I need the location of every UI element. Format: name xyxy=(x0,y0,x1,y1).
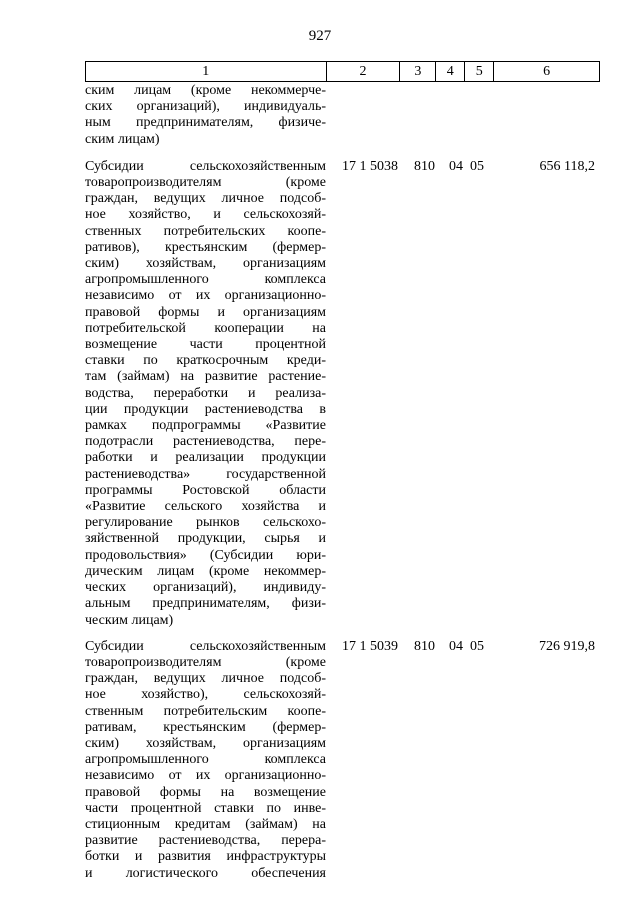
desc-line: ративов), крестьянским (фермер- xyxy=(85,239,326,255)
table-row-continuation xyxy=(85,83,600,148)
desc-line: граждан, ведущих личное подсоб- xyxy=(85,671,326,687)
desc-line: альным предпринимателям, физи- xyxy=(85,596,326,612)
desc-line: независимо от их организационно- xyxy=(85,768,326,784)
row-description xyxy=(85,159,326,629)
row-group: 810 xyxy=(414,638,435,654)
desc-line: «Развитие сельского хозяйства и xyxy=(85,499,326,515)
desc-line: правовой формы и организациям xyxy=(85,304,326,320)
row-subsection: 05 xyxy=(470,158,484,174)
desc-line: возмещение части процентной xyxy=(85,337,326,353)
desc-line: растениеводства» государственной xyxy=(85,466,326,482)
row-description xyxy=(85,639,326,882)
desc-line: рамках подпрограммы «Развитие xyxy=(85,418,326,434)
desc-line: правовой формы на возмещение xyxy=(85,784,326,800)
desc-line: там (займам) на развитие растение- xyxy=(85,369,326,385)
desc-line: стиционным кредитам (займам) на xyxy=(85,816,326,832)
row-group: 810 xyxy=(414,158,435,174)
row-amount: 656 118,2 xyxy=(539,158,595,174)
desc-line: ботки и развития инфраструктуры xyxy=(85,849,326,865)
desc-line: Субсидии сельскохозяйственным xyxy=(85,638,326,654)
desc-line: зяйственной продукции, сырья и xyxy=(85,531,326,547)
header-col-3: 3 xyxy=(400,62,436,81)
desc-line: ским) хозяйствам, организациям xyxy=(85,256,326,272)
desc-line: независимо от их организационно- xyxy=(85,288,326,304)
desc-line: ских организаций), индивидуаль- xyxy=(85,99,326,115)
page-number: 927 xyxy=(308,28,332,44)
desc-line: ственным потребительским коопе- xyxy=(85,703,326,719)
header-col-5: 5 xyxy=(465,62,494,81)
row-code: 17 1 5039 xyxy=(342,638,398,654)
row-section: 04 xyxy=(449,158,463,174)
row-section: 04 xyxy=(449,638,463,654)
desc-line: дическим лицам (кроме некоммер- xyxy=(85,563,326,579)
row-subsection: 05 xyxy=(470,638,484,654)
desc-line: ным предпринимателям, физиче- xyxy=(85,115,326,131)
desc-line: и логистического обеспечения xyxy=(85,865,326,881)
desc-line: ративам, крестьянским (фермер- xyxy=(85,719,326,735)
header-col-1: 1 xyxy=(86,62,327,81)
desc-line: развитие растениеводства, перера- xyxy=(85,833,326,849)
budget-table xyxy=(85,61,600,882)
desc-line: ции продукции растениеводства в xyxy=(85,401,326,417)
desc-line: ческих организаций), индивиду- xyxy=(85,580,326,596)
desc-line: ственных потребительских коопе- xyxy=(85,223,326,239)
header-col-2: 2 xyxy=(327,62,401,81)
desc-line: ческим лицам) xyxy=(85,612,174,628)
desc-line: части процентной ставки по инве- xyxy=(85,800,326,816)
row-description xyxy=(85,83,326,148)
table-row xyxy=(85,159,600,629)
desc-line: водства, переработки и реализа- xyxy=(85,385,326,401)
table-header-row xyxy=(85,61,600,82)
desc-line: работки и реализации продукции xyxy=(85,450,326,466)
header-col-4: 4 xyxy=(436,62,465,81)
desc-line: агропромышленного комплекса xyxy=(85,272,326,288)
desc-line: программы Ростовской области xyxy=(85,482,326,498)
desc-line: агропромышленного комплекса xyxy=(85,752,326,768)
desc-line: ное хозяйство, и сельскохозяй- xyxy=(85,207,326,223)
desc-line: ставки по краткосрочным креди- xyxy=(85,353,326,369)
desc-line: товаропроизводителям (кроме xyxy=(85,175,326,191)
desc-line: продовольствия» (Субсидии юри- xyxy=(85,547,326,563)
table-row xyxy=(85,639,600,882)
desc-line: граждан, ведущих личное подсоб- xyxy=(85,191,326,207)
desc-line: подотрасли растениеводства, пере- xyxy=(85,434,326,450)
header-col-6: 6 xyxy=(494,62,600,81)
row-amount: 726 919,8 xyxy=(539,638,595,654)
desc-line: товаропроизводителям (кроме xyxy=(85,654,326,670)
desc-line: потребительской кооперации на xyxy=(85,320,326,336)
desc-line: Субсидии сельскохозяйственным xyxy=(85,158,326,174)
row-code: 17 1 5038 xyxy=(342,158,398,174)
desc-line: ским лицам (кроме некоммерче- xyxy=(85,83,326,98)
desc-line: ное хозяйство), сельскохозяй- xyxy=(85,687,326,703)
desc-line: ским лицам) xyxy=(85,131,160,147)
desc-line: регулирование рынков сельскохо- xyxy=(85,515,326,531)
desc-line: ским) хозяйствам, организациям xyxy=(85,735,326,751)
